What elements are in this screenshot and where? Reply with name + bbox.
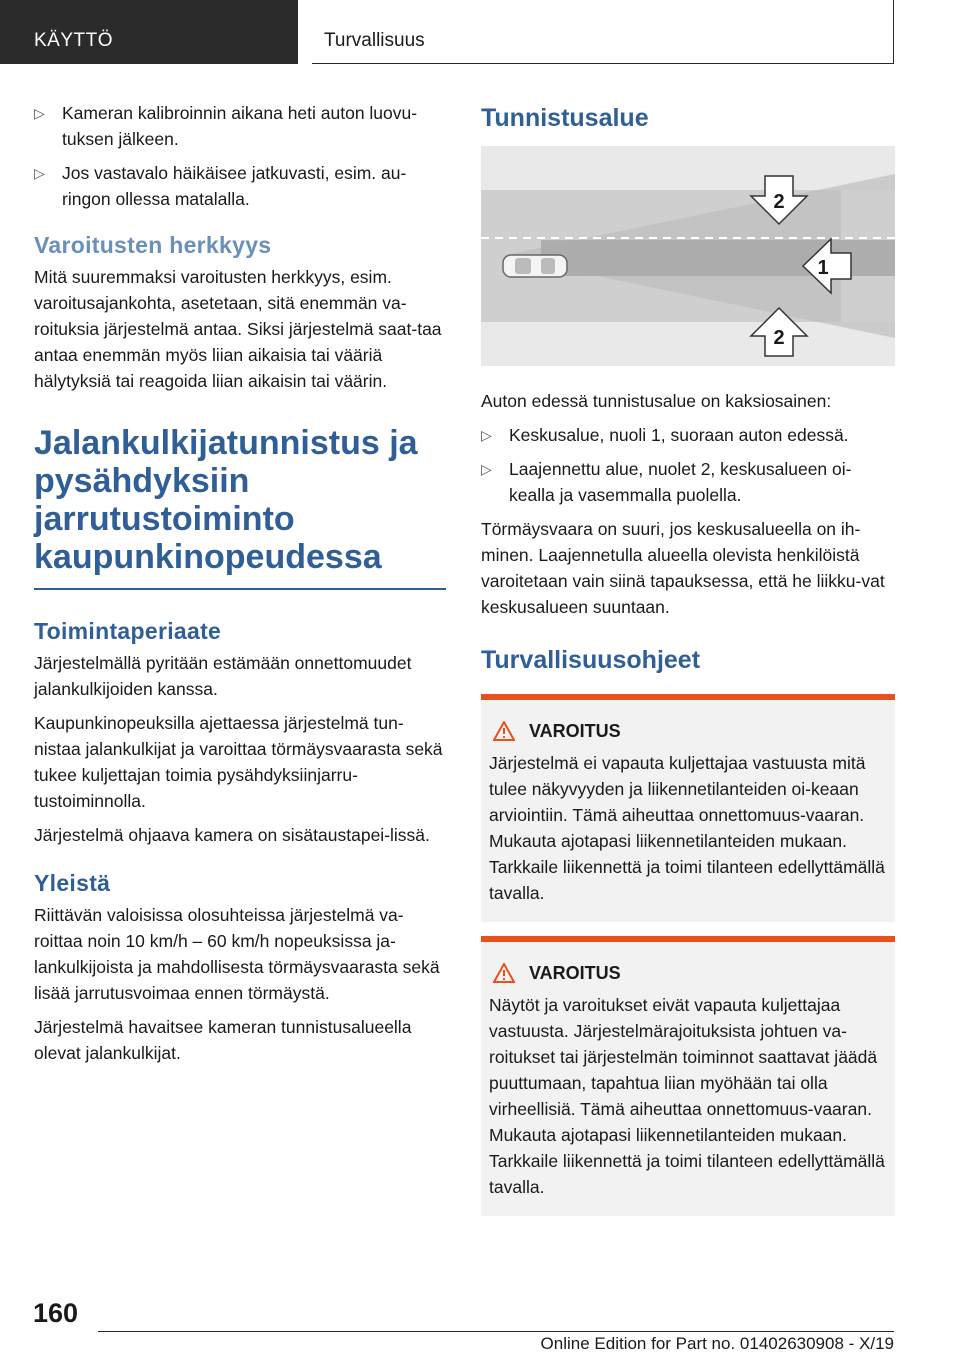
detection-area-heading: Tunnistusalue <box>481 104 649 132</box>
sensitivity-heading: Varoitusten herkkyys <box>34 232 272 258</box>
right-column <box>481 102 895 1230</box>
warning-box <box>481 694 895 922</box>
list-item-text: Jos vastavalo häikäisee jatkuvasti, esim. au-ringon ollessa matalalla. <box>62 163 407 209</box>
safety-heading: Turvallisuusohjeet <box>481 646 701 674</box>
list-item <box>34 100 446 152</box>
footer-edition: Online Edition for Part no. 01402630908 - X/19 <box>540 1334 894 1353</box>
warning-title <box>489 718 887 744</box>
detection-area-paragraph: Törmäysvaara on suuri, jos keskusalueella on ih-minen. Laajennetulla alueella olevista henkilöistä varoitetaan vain siinä tapauksessa, että he liikku-vat keskusalueen suuntaan. <box>481 519 885 617</box>
arrow-2-top-label: 2 <box>773 191 785 213</box>
principle-paragraph: Järjestelmällä pyritään estämään onnettomuudet jalankulkijoiden kanssa. <box>34 653 412 699</box>
list-item <box>34 160 446 212</box>
principle-paragraph: Kaupunkinopeuksilla ajettaessa järjestelmä tun-nistaa jalankulkijat ja varoittaa törmäysvaarasta sekä tukee kuljettajan toimia pysähdyksiinjarru-tustoiminnolla. <box>34 713 443 811</box>
warning-label: VAROITUS <box>529 963 621 983</box>
general-heading: Yleistä <box>34 870 111 896</box>
header-section-tab <box>0 0 298 64</box>
warning-box <box>481 936 895 1216</box>
left-column <box>34 100 446 1074</box>
arrow-2-bottom-label: 2 <box>773 327 785 349</box>
warning-text: Järjestelmä ei vapauta kuljettajaa vastuusta mitä tulee näkyvyyden ja liikennetilanteiden oi-keaan arviointiin. Tämä aiheuttaa onnettomuus-vaaran. Mukauta ajotapasi liikennetilanteiden mukaan. Tarkkaile liikennettä ja toimi tilanteen edellyttämällä tavalla. <box>489 753 885 903</box>
general-paragraph: Järjestelmä havaitsee kameran tunnistusalueella olevat jalankulkijat. <box>34 1017 412 1063</box>
general-paragraph: Riittävän valoisissa olosuhteissa järjestelmä va-roittaa noin 10 km/h – 60 km/h nopeuksissa ja-lankulkijoista ja mahdollisesta törmäysvaarasta sekä lisää jarrutusvoimaa ennen törmäystä. <box>34 905 440 1003</box>
list-item-text: Keskusalue, nuoli 1, suoraan auton edessä. <box>509 425 849 445</box>
list-item-text: Kameran kalibroinnin aikana heti auton luovu-tuksen jälkeen. <box>62 103 418 149</box>
main-heading: Jalankulkijatunnistus ja pysähdyksiin jarrutustoiminto kaupunkinopeudessa <box>34 424 446 590</box>
header-chapter-label: Turvallisuus <box>324 30 425 51</box>
triangle-bullet-icon: ▷ <box>34 105 45 121</box>
arrow-1-label: 1 <box>817 257 829 279</box>
principle-heading: Toimintaperiaate <box>34 618 222 644</box>
warning-label: VAROITUS <box>529 721 621 741</box>
header-chapter-tab <box>312 0 894 64</box>
triangle-bullet-icon: ▷ <box>34 165 45 181</box>
warning-triangle-icon <box>493 963 515 983</box>
list-item-text: Laajennettu alue, nuolet 2, keskusalueen oi-kealla ja vasemmalla puolella. <box>509 459 852 505</box>
car-icon <box>503 255 567 277</box>
list-item <box>481 422 895 448</box>
detection-area-figure <box>481 146 895 366</box>
triangle-bullet-icon: ▷ <box>481 427 492 443</box>
detection-area-intro: Auton edessä tunnistusalue on kaksiosainen: <box>481 391 832 411</box>
header-section-label: KÄYTTÖ <box>34 30 114 51</box>
page-number: 160 <box>33 1298 79 1328</box>
sensitivity-text: Mitä suuremmaksi varoitusten herkkyys, esim. varoitusajankohta, asetetaan, sitä enemmän va-roituksia järjestelmä antaa. Siksi järjestelmä saat-taa antaa enemmän myös liian aikaisia tai vääriä hälytyksiä tai reagoida liian aikaisin tai väärin. <box>34 267 442 391</box>
triangle-bullet-icon: ▷ <box>481 461 492 477</box>
warning-title <box>489 960 887 986</box>
warning-triangle-icon <box>493 721 515 741</box>
principle-paragraph: Järjestelmä ohjaava kamera on sisätaustapei-lissä. <box>34 825 430 845</box>
list-item <box>481 456 895 508</box>
warning-text: Näytöt ja varoitukset eivät vapauta kuljettajaa vastuusta. Järjestelmärajoituksista johtuen va-roitukset tai järjestelmän toiminnot saattavat jäädä puuttumaan, tapahtua liian myöhään tai olla virheellisiä. Tämä aiheuttaa onnettomuus-vaaran. Mukauta ajotapasi liikennetilanteiden mukaan. Tarkkaile liikennettä ja toimi tilanteen edellyttämällä tavalla. <box>489 995 885 1197</box>
footer-divider <box>98 1331 894 1332</box>
